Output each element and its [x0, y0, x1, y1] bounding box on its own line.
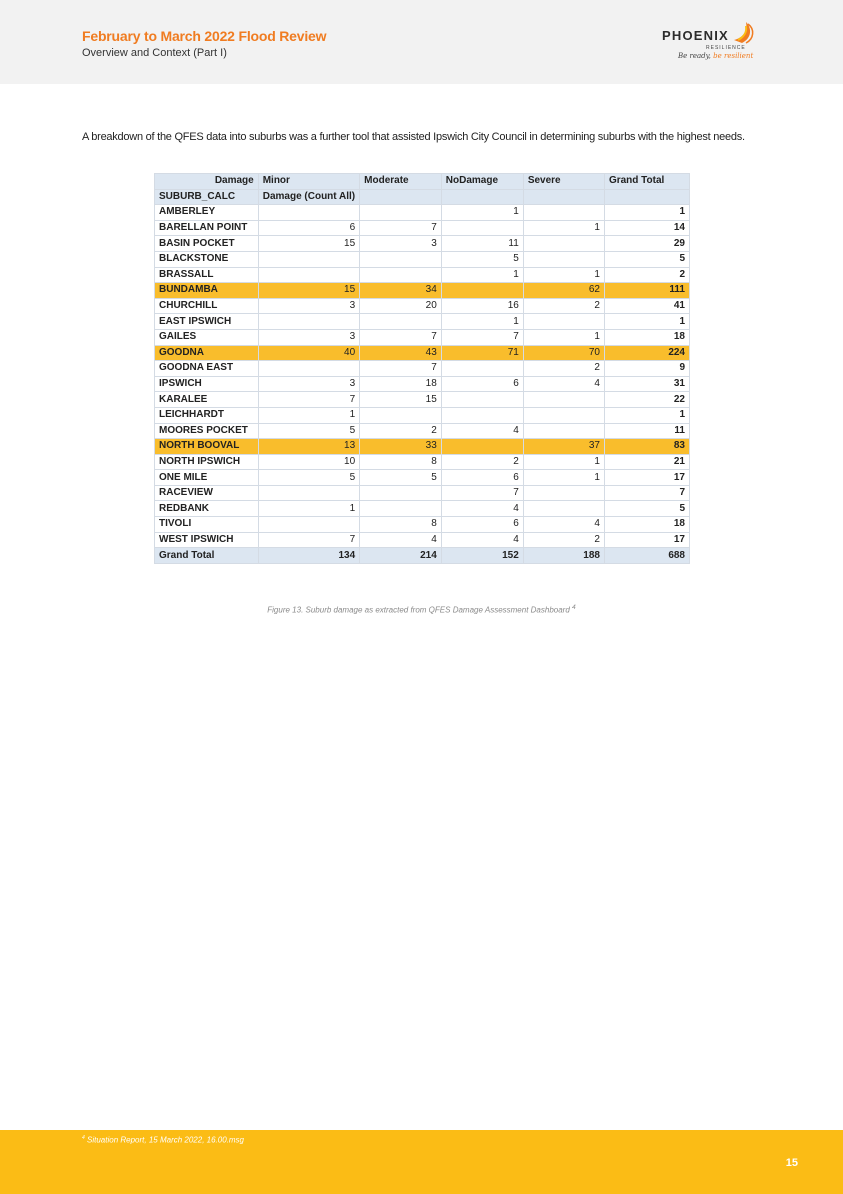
- suburb-name: TIVOLI: [155, 517, 259, 533]
- table-row: [155, 314, 690, 330]
- damage-count-minor: 3: [258, 329, 359, 345]
- damage-count-moderate: 3: [360, 236, 442, 252]
- page-header: [0, 0, 843, 84]
- intro-paragraph: A breakdown of the QFES data into suburbs was a further tool that assisted Ipswich City Council in determining suburbs with the highest needs.: [82, 131, 745, 143]
- value-field-label: Damage (Count All): [258, 189, 359, 205]
- damage-count-minor: 40: [258, 345, 359, 361]
- table-row: [155, 501, 690, 517]
- table-row: [155, 407, 690, 423]
- damage-count-severe: [523, 407, 604, 423]
- suburb-name: MOORES POCKET: [155, 423, 259, 439]
- damage-count-nodamage: 7: [441, 329, 523, 345]
- damage-count-severe: 1: [523, 220, 604, 236]
- grand-total-minor: 134: [258, 548, 359, 564]
- column-header: Grand Total: [604, 174, 689, 190]
- row-grand-total: 14: [604, 220, 689, 236]
- row-field-header: SUBURB_CALC: [155, 189, 259, 205]
- damage-count-moderate: 7: [360, 329, 442, 345]
- damage-count-moderate: 7: [360, 361, 442, 377]
- damage-count-moderate: [360, 501, 442, 517]
- damage-count-moderate: 2: [360, 423, 442, 439]
- damage-count-severe: 4: [523, 376, 604, 392]
- phoenix-resilience-logo: [660, 18, 760, 66]
- damage-count-minor: 13: [258, 439, 359, 455]
- damage-count-severe: [523, 501, 604, 517]
- damage-count-nodamage: [441, 407, 523, 423]
- grand-total-severe: 188: [523, 548, 604, 564]
- table-row: [155, 236, 690, 252]
- damage-count-minor: 15: [258, 236, 359, 252]
- row-grand-total: 7: [604, 485, 689, 501]
- damage-count-minor: [258, 485, 359, 501]
- damage-count-nodamage: [441, 361, 523, 377]
- damage-count-nodamage: [441, 220, 523, 236]
- damage-count-nodamage: 71: [441, 345, 523, 361]
- damage-count-moderate: 8: [360, 454, 442, 470]
- logo-subtext: RESILIENCE: [706, 45, 746, 51]
- suburb-name: ONE MILE: [155, 470, 259, 486]
- damage-count-nodamage: 16: [441, 298, 523, 314]
- suburb-name: KARALEE: [155, 392, 259, 408]
- row-grand-total: 18: [604, 329, 689, 345]
- damage-count-severe: 1: [523, 267, 604, 283]
- damage-count-severe: 1: [523, 470, 604, 486]
- logo-tagline: Be ready, be resilient: [678, 52, 754, 60]
- damage-count-nodamage: 5: [441, 251, 523, 267]
- suburb-name: BARELLAN POINT: [155, 220, 259, 236]
- damage-count-minor: 7: [258, 392, 359, 408]
- row-grand-total: 21: [604, 454, 689, 470]
- row-grand-total: 17: [604, 532, 689, 548]
- damage-count-severe: 4: [523, 517, 604, 533]
- table-row: [155, 345, 690, 361]
- damage-count-nodamage: 6: [441, 376, 523, 392]
- table-row: [155, 205, 690, 221]
- damage-count-nodamage: 11: [441, 236, 523, 252]
- row-grand-total: 17: [604, 470, 689, 486]
- damage-count-severe: [523, 392, 604, 408]
- grand-total-overall: 688: [604, 548, 689, 564]
- suburb-name: NORTH IPSWICH: [155, 454, 259, 470]
- row-grand-total: 9: [604, 361, 689, 377]
- table-header-row: [155, 174, 690, 190]
- table-row: [155, 485, 690, 501]
- damage-count-severe: 2: [523, 361, 604, 377]
- damage-count-minor: [258, 361, 359, 377]
- grand-total-moderate: 214: [360, 548, 442, 564]
- damage-count-severe: 37: [523, 439, 604, 455]
- damage-count-moderate: 7: [360, 220, 442, 236]
- damage-count-nodamage: 1: [441, 267, 523, 283]
- damage-count-severe: [523, 314, 604, 330]
- damage-count-nodamage: [441, 283, 523, 299]
- row-grand-total: 22: [604, 392, 689, 408]
- damage-count-moderate: 20: [360, 298, 442, 314]
- row-grand-total: 1: [604, 407, 689, 423]
- row-grand-total: 29: [604, 236, 689, 252]
- damage-count-moderate: [360, 407, 442, 423]
- page-number: 15: [785, 1157, 798, 1169]
- suburb-name: GOODNA EAST: [155, 361, 259, 377]
- suburb-name: WEST IPSWICH: [155, 532, 259, 548]
- table-row: [155, 439, 690, 455]
- table-row: [155, 220, 690, 236]
- damage-count-nodamage: 6: [441, 470, 523, 486]
- table-subheader-row: [155, 189, 690, 205]
- damage-count-severe: [523, 423, 604, 439]
- damage-count-nodamage: 1: [441, 205, 523, 221]
- damage-count-nodamage: 4: [441, 501, 523, 517]
- damage-count-minor: [258, 205, 359, 221]
- damage-count-moderate: [360, 205, 442, 221]
- damage-count-severe: 2: [523, 532, 604, 548]
- damage-count-moderate: 4: [360, 532, 442, 548]
- table-row: [155, 283, 690, 299]
- suburb-name: CHURCHILL: [155, 298, 259, 314]
- column-header: Severe: [523, 174, 604, 190]
- suburb-name: GOODNA: [155, 345, 259, 361]
- row-grand-total: 1: [604, 314, 689, 330]
- row-grand-total: 5: [604, 501, 689, 517]
- table-row: [155, 423, 690, 439]
- suburb-name: NORTH BOOVAL: [155, 439, 259, 455]
- document-subtitle: Overview and Context (Part I): [82, 47, 227, 59]
- damage-count-moderate: 5: [360, 470, 442, 486]
- damage-count-minor: 6: [258, 220, 359, 236]
- document-title: February to March 2022 Flood Review: [82, 28, 327, 44]
- logo-wordmark: PHOENIX: [662, 28, 729, 43]
- damage-count-severe: 70: [523, 345, 604, 361]
- suburb-name: REDBANK: [155, 501, 259, 517]
- suburb-name: BASIN POCKET: [155, 236, 259, 252]
- suburb-damage-table: [154, 173, 690, 564]
- suburb-name: LEICHHARDT: [155, 407, 259, 423]
- damage-count-nodamage: 1: [441, 314, 523, 330]
- row-grand-total: 111: [604, 283, 689, 299]
- suburb-name: AMBERLEY: [155, 205, 259, 221]
- damage-count-nodamage: 7: [441, 485, 523, 501]
- damage-count-nodamage: 4: [441, 423, 523, 439]
- damage-count-severe: 62: [523, 283, 604, 299]
- table-row: [155, 376, 690, 392]
- flame-swirl-icon: [728, 18, 758, 46]
- damage-count-nodamage: 2: [441, 454, 523, 470]
- suburb-name: BUNDAMBA: [155, 283, 259, 299]
- damage-count-moderate: 15: [360, 392, 442, 408]
- damage-count-minor: [258, 267, 359, 283]
- page-footer: [0, 1130, 843, 1194]
- suburb-name: EAST IPSWICH: [155, 314, 259, 330]
- damage-count-severe: [523, 236, 604, 252]
- table-row: [155, 361, 690, 377]
- damage-count-severe: [523, 485, 604, 501]
- damage-count-minor: 7: [258, 532, 359, 548]
- damage-count-nodamage: [441, 392, 523, 408]
- row-grand-total: 18: [604, 517, 689, 533]
- suburb-name: IPSWICH: [155, 376, 259, 392]
- damage-count-minor: [258, 314, 359, 330]
- damage-count-minor: [258, 517, 359, 533]
- column-header: Moderate: [360, 174, 442, 190]
- row-grand-total: 2: [604, 267, 689, 283]
- row-grand-total: 5: [604, 251, 689, 267]
- damage-count-severe: 1: [523, 454, 604, 470]
- damage-count-minor: 5: [258, 470, 359, 486]
- damage-count-nodamage: 4: [441, 532, 523, 548]
- table-row: [155, 298, 690, 314]
- row-grand-total: 224: [604, 345, 689, 361]
- figure-caption: Figure 13. Suburb damage as extracted from QFES Damage Assessment Dashboard $^4$: [267, 604, 576, 615]
- column-header: Minor: [258, 174, 359, 190]
- suburb-name: GAILES: [155, 329, 259, 345]
- table-row: [155, 267, 690, 283]
- damage-count-minor: 10: [258, 454, 359, 470]
- damage-count-minor: 3: [258, 298, 359, 314]
- damage-count-minor: 3: [258, 376, 359, 392]
- damage-count-nodamage: [441, 439, 523, 455]
- suburb-name: RACEVIEW: [155, 485, 259, 501]
- row-grand-total: 31: [604, 376, 689, 392]
- damage-count-severe: 2: [523, 298, 604, 314]
- grand-total-row: [155, 548, 690, 564]
- table-row: [155, 251, 690, 267]
- damage-count-moderate: [360, 251, 442, 267]
- damage-count-severe: [523, 205, 604, 221]
- damage-count-severe: 1: [523, 329, 604, 345]
- table-row: [155, 470, 690, 486]
- damage-count-moderate: [360, 267, 442, 283]
- damage-count-moderate: 8: [360, 517, 442, 533]
- table-row: [155, 517, 690, 533]
- damage-count-minor: 1: [258, 407, 359, 423]
- damage-count-moderate: [360, 314, 442, 330]
- column-header: NoDamage: [441, 174, 523, 190]
- table-row: [155, 392, 690, 408]
- footnote: $^4$ Situation Report, 15 March 2022, 16.00.msg: [82, 1135, 244, 1145]
- row-grand-total: 1: [604, 205, 689, 221]
- grand-total-nodamage: 152: [441, 548, 523, 564]
- damage-count-minor: [258, 251, 359, 267]
- damage-count-moderate: 33: [360, 439, 442, 455]
- damage-count-severe: [523, 251, 604, 267]
- damage-count-moderate: 43: [360, 345, 442, 361]
- damage-count-minor: 15: [258, 283, 359, 299]
- row-grand-total: 41: [604, 298, 689, 314]
- grand-total-label: Grand Total: [155, 548, 259, 564]
- damage-count-moderate: 34: [360, 283, 442, 299]
- suburb-name: BLACKSTONE: [155, 251, 259, 267]
- damage-count-moderate: 18: [360, 376, 442, 392]
- damage-count-moderate: [360, 485, 442, 501]
- table-row: [155, 329, 690, 345]
- row-grand-total: 11: [604, 423, 689, 439]
- row-grand-total: 83: [604, 439, 689, 455]
- table-row: [155, 454, 690, 470]
- table-row: [155, 532, 690, 548]
- damage-count-minor: 5: [258, 423, 359, 439]
- damage-count-minor: 1: [258, 501, 359, 517]
- suburb-name: BRASSALL: [155, 267, 259, 283]
- damage-count-nodamage: 6: [441, 517, 523, 533]
- damage-field-header: Damage: [155, 174, 259, 190]
